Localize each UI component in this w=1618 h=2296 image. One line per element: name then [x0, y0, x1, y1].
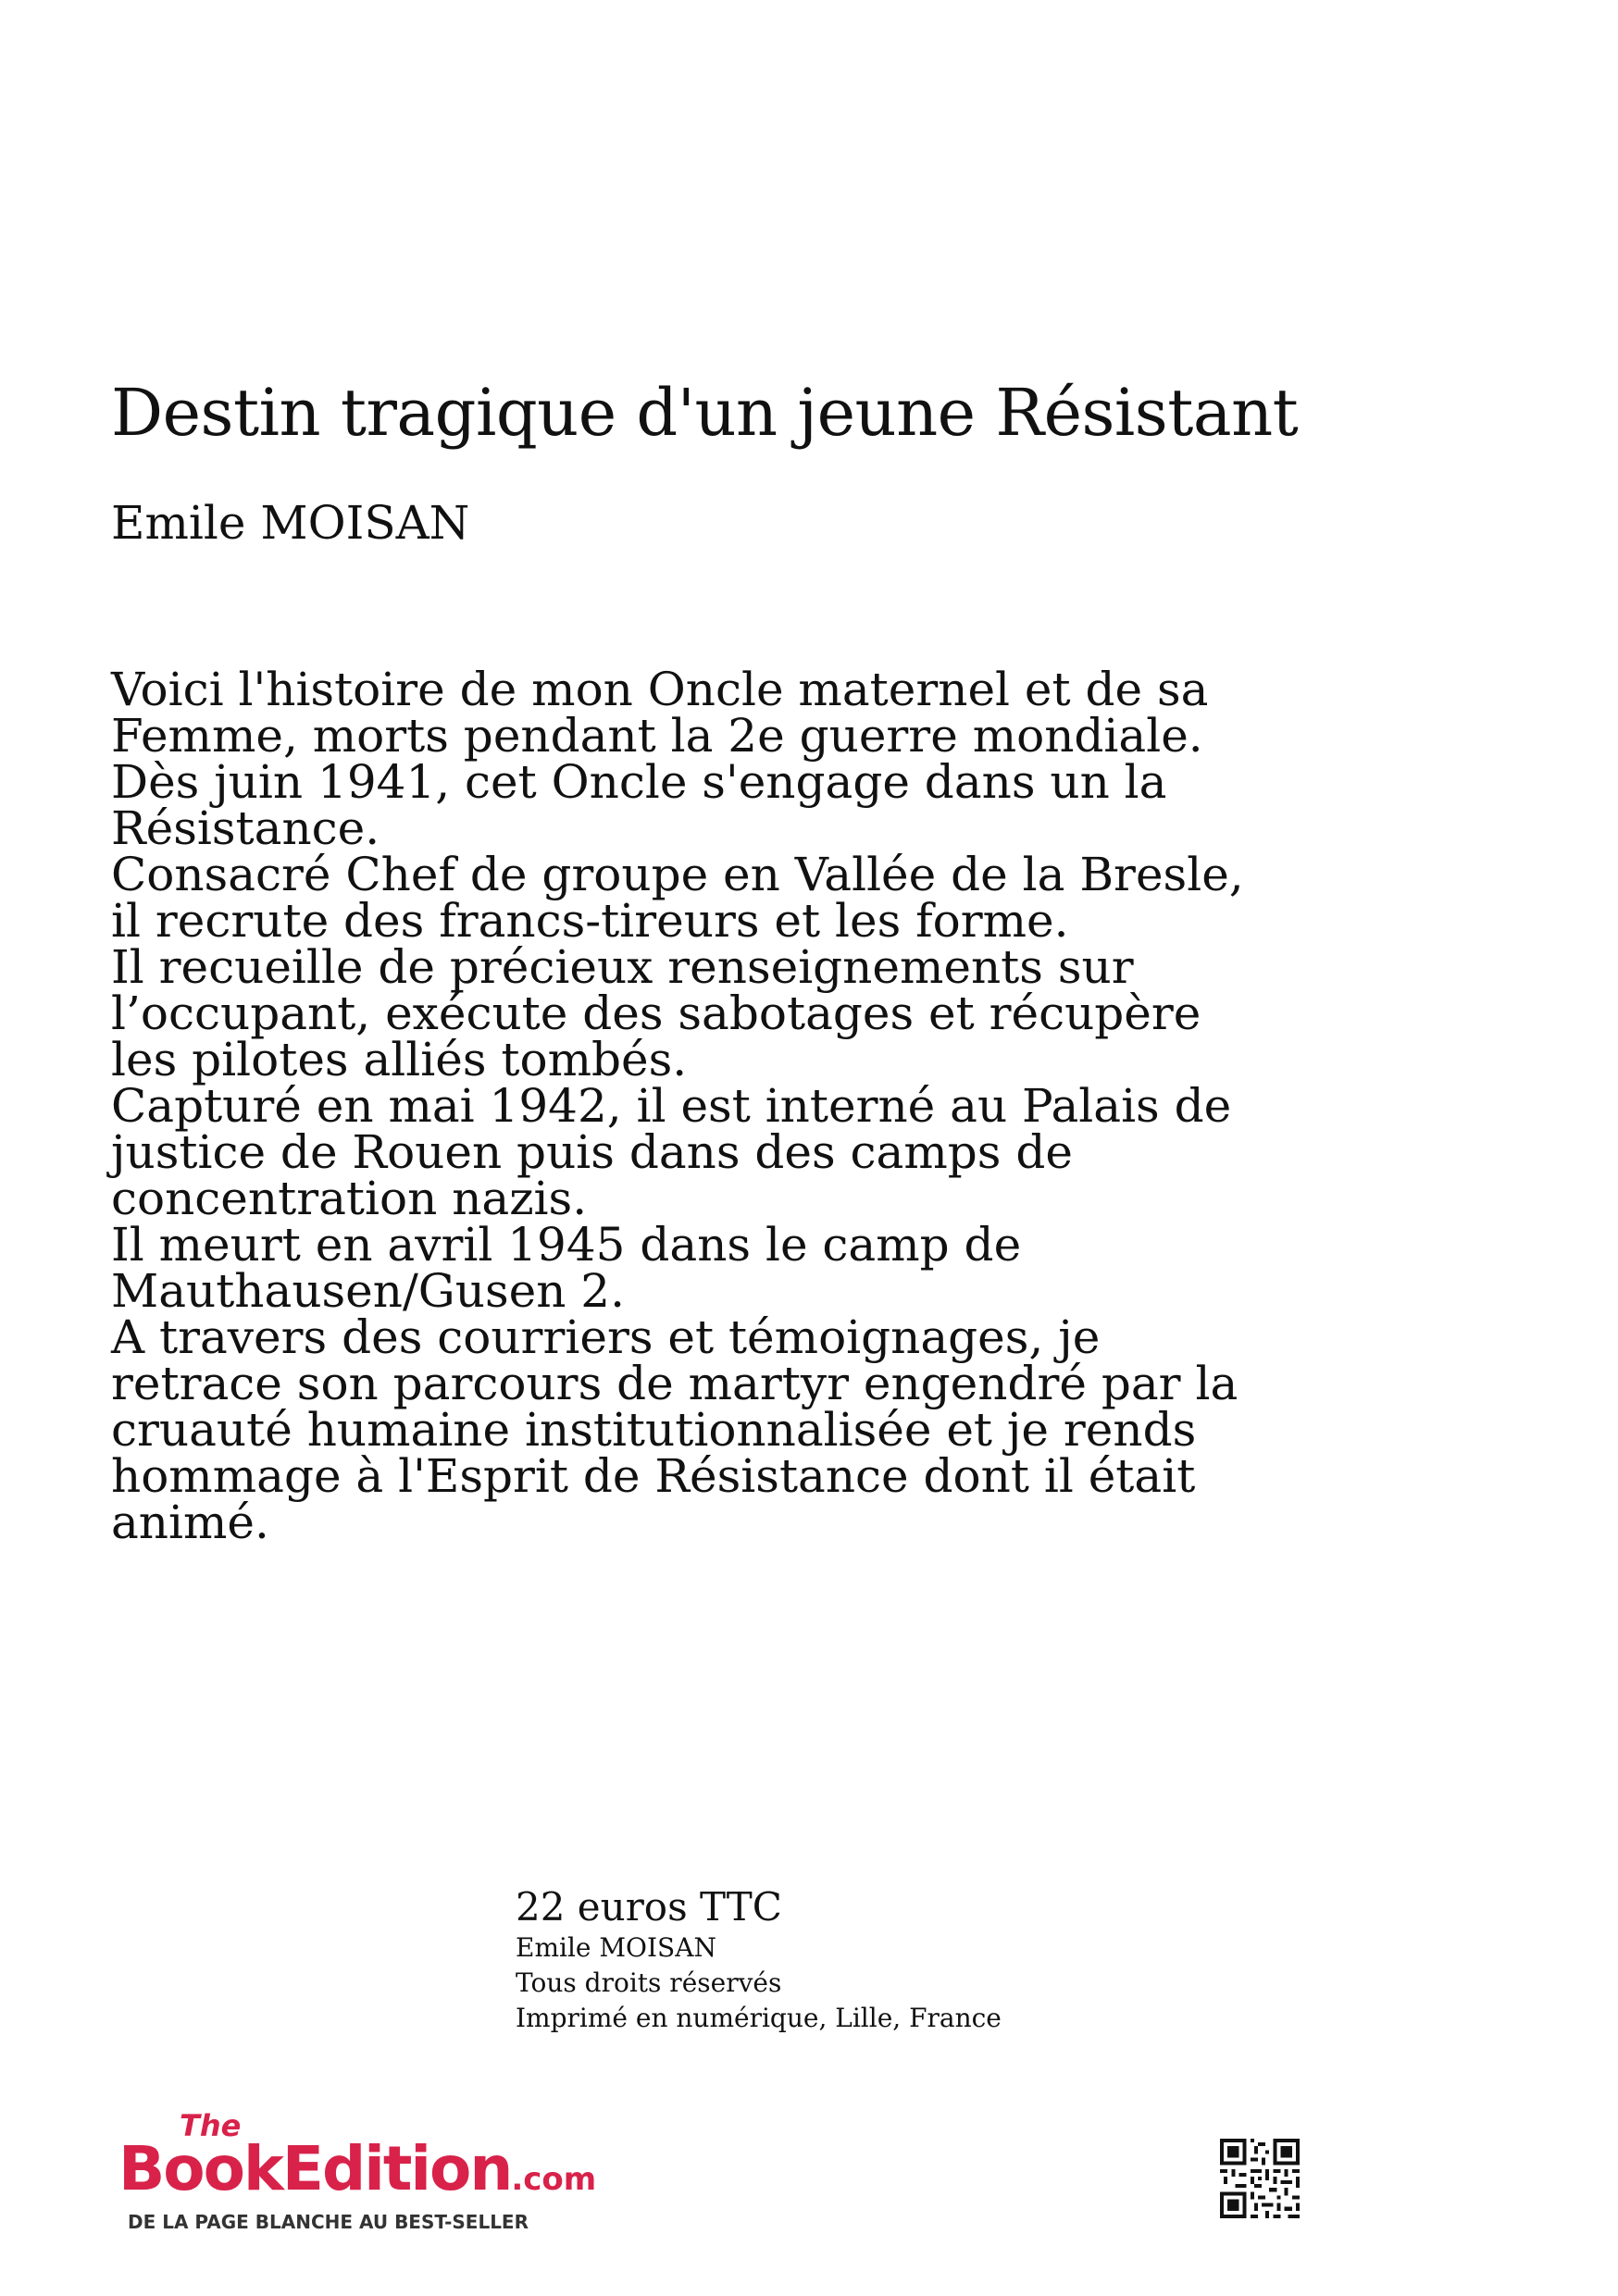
qr-code-icon	[1220, 2139, 1300, 2218]
back-cover-blurb	[111, 663, 1250, 1549]
imprint-printed: Imprimé en numérique, Lille, France	[516, 2003, 1002, 2034]
logo-tagline: DE LA PAGE BLANCHE AU BEST-SELLER	[128, 2211, 529, 2233]
blurb-paragraph: Dès juin 1941, cet Oncle s'engage dans un la Résistance.	[111, 755, 1167, 855]
blurb-paragraph: Consacré Chef de groupe en Vallée de la Bresle, il recrute des francs-tireurs et les forme.	[111, 848, 1244, 948]
blurb-paragraph: Capturé en mai 1942, il est interné au Palais de justice de Rouen puis dans des camps de concentration nazis.	[111, 1079, 1232, 1225]
logo-the: The	[180, 2108, 242, 2143]
blurb-paragraph: Voici l'histoire de mon Oncle maternel et de sa Femme, morts pendant la 2e guerre mondiale.	[111, 663, 1209, 763]
blurb-paragraph: Il recueille de précieux renseignements sur l’occupant, exécute des sabotages et récupère les pilotes alliés tombés.	[111, 940, 1201, 1086]
logo-name: BookEdition	[118, 2133, 512, 2204]
blurb-paragraph: A travers des courriers et témoignages, je retrace son parcours de martyr engendré par la cruauté humaine institutionnalisée et je rends hommage à l'Esprit de Résistance dont il était animé.	[111, 1310, 1238, 1549]
publisher-logo	[118, 2108, 674, 2233]
imprint-author: Emile MOISAN	[516, 1932, 716, 1964]
book-author: Emile MOISAN	[111, 496, 470, 550]
logo-wordmark	[118, 2132, 596, 2222]
blurb-paragraph: Il meurt en avril 1945 dans le camp de Mauthausen/Gusen 2.	[111, 1218, 1022, 1318]
imprint-rights: Tous droits réservés	[516, 1967, 782, 1999]
book-title: Destin tragique d'un jeune Résistant	[111, 375, 1299, 451]
price: 22 euros TTC	[516, 1884, 782, 1930]
logo-domain: .com	[511, 2161, 597, 2198]
imprint-block	[516, 1884, 1002, 2036]
